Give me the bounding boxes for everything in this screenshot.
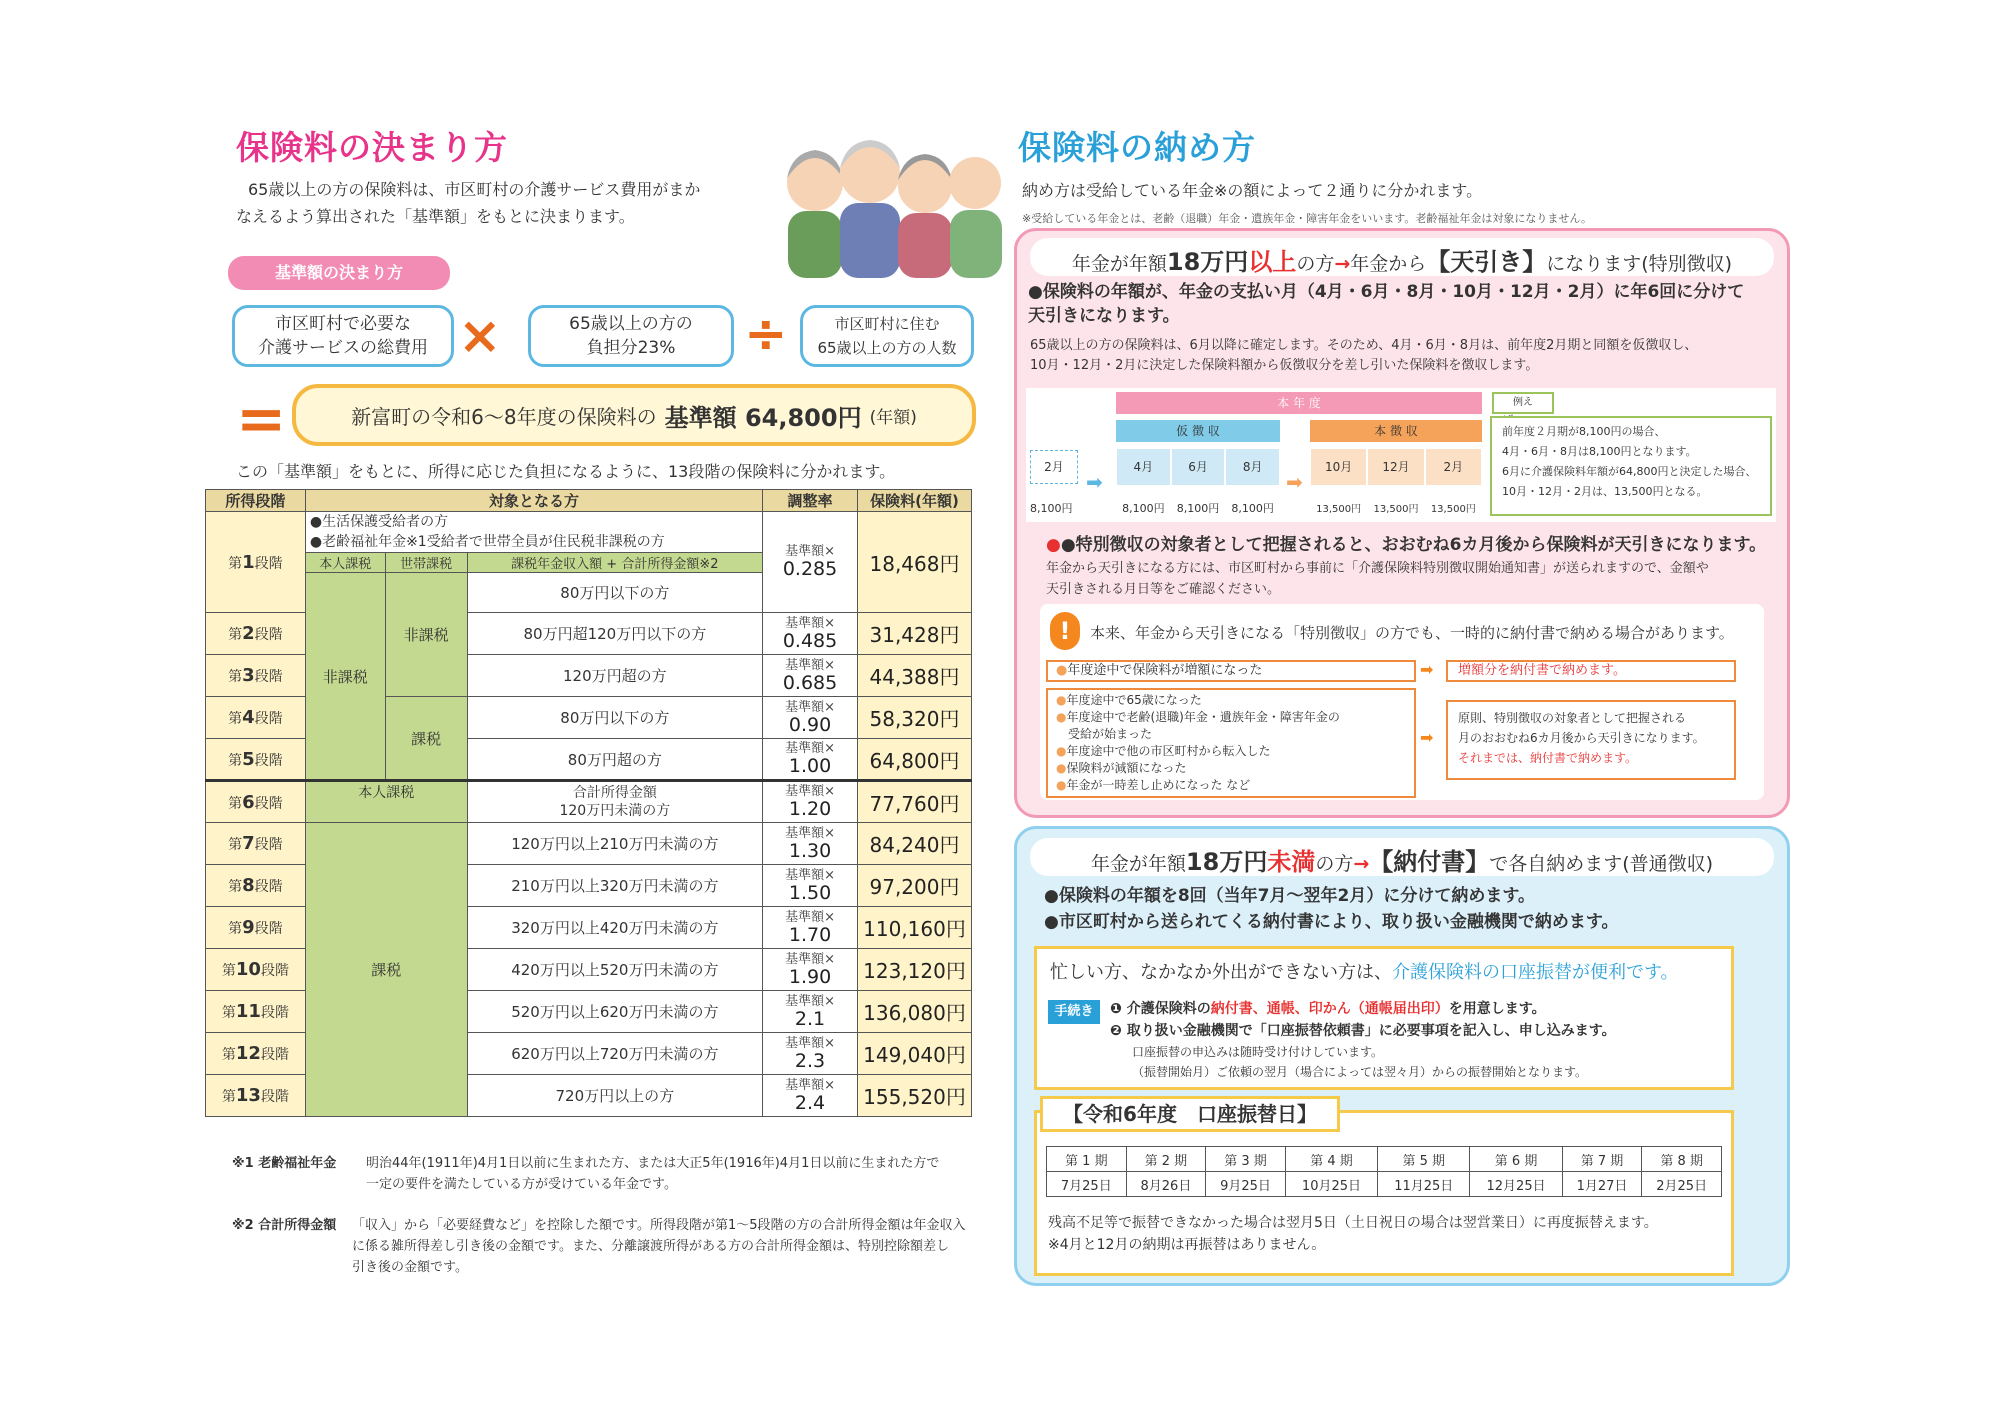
note1-line1: 明治44年(1911年)4月1日以前に生まれた方、または大正5年(1916年)4月1日以前に生まれた方で (366, 1156, 940, 1171)
premium-8: 97,200円 (858, 865, 972, 907)
period-2: 第 2 期 (1126, 1147, 1206, 1172)
date-4: 10月25日 (1285, 1172, 1377, 1197)
premium-4: 58,320円 (858, 697, 972, 739)
note-1 (232, 1153, 992, 1195)
box3-line1: 市区町村に住む (834, 315, 940, 333)
rate-5: 基準額× 1.00 (763, 739, 858, 781)
box2-line1: 65歳以上の方の (569, 314, 693, 334)
note2-line3: 引き後の金額です。 (352, 1260, 468, 1275)
th-target: 対象となる方 (305, 490, 762, 512)
equals-sign: = (236, 384, 287, 454)
date-5: 11月25日 (1378, 1172, 1470, 1197)
target-8: 210万円以上320万円未満の方 (467, 865, 762, 907)
rate-4: 基準額× 0.90 (763, 697, 858, 739)
stage-13: 第13段階 (206, 1075, 306, 1117)
rate-13: 基準額× 2.4 (763, 1075, 858, 1117)
stage-3: 第3段階 (206, 655, 306, 697)
person-1 (787, 150, 843, 278)
note1-line2: 一定の要件を満たしている方が受けている年金です。 (366, 1177, 677, 1192)
stage1-line1: ●生活保護受給者の方 (309, 514, 449, 530)
date-1: 7月25日 (1047, 1172, 1127, 1197)
period-3: 第 3 期 (1206, 1147, 1286, 1172)
formula-box-3 (800, 305, 974, 367)
warning-text: 本来、年金から天引きになる「特別徴収」の方でも、一時的に納付書で納める場合があります。 (1090, 624, 1734, 642)
normal-header: 年金が年額 18万円 未満 の方 → 【納付書】 で各自納めます(普通徴収) (1030, 838, 1774, 876)
note2-line1: 「収入」から「必要経費など」を控除した額です。所得段階が第1〜5段階の方の合計所得金額は年金収入 (352, 1218, 966, 1233)
period-7: 第 7 期 (1562, 1147, 1642, 1172)
stage-8: 第8段階 (206, 865, 306, 907)
case-2-list: ●年度途中で65歳になった ●年度途中で老齢(退職)年金・遺族年金・障害年金の 受給が始まった ●年度途中で他の市区町村から転入した ●保険料が減額になった ●年金が一時差し止めになった など (1046, 688, 1416, 798)
provisional-amounts: 8,100円 8,100円 8,100円 (1122, 502, 1274, 515)
case-1-result: 増額分を納付書で納めます。 (1446, 660, 1736, 682)
stage-2: 第2段階 (206, 613, 306, 655)
rate-9: 基準額× 1.70 (763, 907, 858, 949)
case-2-result: 原則、特別徴収の対象者として把握される 月のおおむね6カ月後から天引きになります。 それまでは、納付書で納めます。 (1446, 700, 1736, 780)
date-3: 9月25日 (1206, 1172, 1286, 1197)
stage-10: 第10段階 (206, 949, 306, 991)
base-amount-pill: 基準額の決まり方 (228, 256, 450, 290)
hikazei-setai: 非課税 (385, 573, 467, 697)
rate-10: 基準額× 1.90 (763, 949, 858, 991)
final-label: 本 徴 収 (1310, 420, 1482, 442)
result-post: (年額) (869, 407, 917, 428)
right-intro: 納め方は受給している年金※の額によって２通りに分かれます。 (1022, 181, 1483, 200)
note1-label: ※1 老齢福祉年金 (232, 1156, 337, 1171)
example-box: 前年度２月期が8,100円の場合、 4月・6月・8月は8,100円となります。 6月に介護保険料年額が64,800円と決定した場合、 10月・12月・2月は、13,500円となる。 (1490, 416, 1772, 516)
date-6: 12月25日 (1470, 1172, 1562, 1197)
box2-line2: 負担分23% (586, 338, 676, 358)
stage-1: 第1段階 (206, 512, 306, 613)
premium-11: 136,080円 (858, 991, 972, 1033)
premium-7: 84,240円 (858, 823, 972, 865)
premium-6: 77,760円 (858, 781, 972, 823)
stage-4: 第4段階 (206, 697, 306, 739)
honnin-kazei-header: 本人課税 (305, 781, 467, 823)
period-4: 第 4 期 (1285, 1147, 1377, 1172)
premium-9: 110,160円 (858, 907, 972, 949)
final-months: 10月 12月 2月 (1310, 448, 1482, 486)
premium-10: 123,120円 (858, 949, 972, 991)
amount-prev: 8,100円 (1030, 502, 1073, 515)
target-13: 720万円以上の方 (467, 1075, 762, 1117)
period-6: 第 6 期 (1470, 1147, 1562, 1172)
step-2: ❷ 取り扱い金融機関で「口座振替依頼書」に必要事項を記入し、申し込みます。 (1110, 1023, 1616, 1039)
th-rate: 調整率 (763, 490, 858, 512)
note-2 (232, 1215, 992, 1278)
stage-11: 第11段階 (206, 991, 306, 1033)
provisional-label: 仮 徴 収 (1116, 420, 1280, 442)
target-4: 80万円以下の方 (467, 697, 762, 739)
rate-1: 基準額× 0.285 (763, 512, 858, 613)
formula-box-2 (528, 305, 734, 367)
premium-1: 18,468円 (858, 512, 972, 613)
premium-2: 31,428円 (858, 613, 972, 655)
result-bold: 基準額 64,800円 (664, 403, 862, 432)
special-bullet-2: ●●特別徴収の対象者として把握されると、おおむね6カ月後から保険料が天引きになります。 (1046, 535, 1767, 555)
stage1-desc (305, 512, 762, 553)
box3-line2: 65歳以上の方の人数 (817, 339, 957, 357)
right-title: 保険料の納め方 (1018, 128, 1256, 167)
sub-income: 課税年金収入額 + 合計所得金額※2 (467, 553, 762, 573)
arrow-right-icon: ➡ (1086, 470, 1103, 494)
th-premium: 保険料(年額) (858, 490, 972, 512)
right-intro-note: ※受給している年金とは、老齢（退職）年金・遺族年金・障害年金をいいます。老齢福祉年金は対象になりません。 (1022, 212, 1592, 225)
step-notes: 口座振替の申込みは随時受け付けしています。 （振替開始月）ご依頼の翌月（場合によっては翌々月）からの振替開始となります。 (1132, 1045, 1588, 1079)
stage-5: 第5段階 (206, 739, 306, 781)
special-desc: 65歳以上の方の保険料は、6月以降に確定します。そのため、4月・6月・8月は、前年度2月期と同額を仮徴収し、 10月・12月・2月に決定した保険料額から仮徴収分を差し引いた保険料を徴収します。 (1030, 338, 1698, 373)
result-pre: 新富町の令和6〜8年度の保険料の (351, 404, 657, 429)
kazei-setai: 課税 (385, 697, 467, 781)
special-b2-desc: 年金から天引きになる方には、市区町村から事前に「介護保険料特別徴収開始通知書」が送られますので、金額や 天引きされる月日等をご確認ください。 (1046, 561, 1709, 597)
divide-sign: ÷ (744, 304, 788, 364)
stage-9: 第9段階 (206, 907, 306, 949)
stage-12: 第12段階 (206, 1033, 306, 1075)
formula-box-1 (232, 305, 454, 367)
provisional-months: 4月 6月 8月 (1116, 448, 1280, 486)
footer-line-2: ※4月と12月の納期は再振替はありません。 (1048, 1237, 1326, 1253)
date-8: 2月25日 (1642, 1172, 1722, 1197)
arrow-case2-icon: ➡ (1420, 728, 1434, 747)
premium-12: 149,040円 (858, 1033, 972, 1075)
elderly-illustration (770, 128, 1010, 278)
target-3: 120万円超の方 (467, 655, 762, 697)
rate-11: 基準額× 2.1 (763, 991, 858, 1033)
date-2: 8月26日 (1126, 1172, 1206, 1197)
rate-7: 基準額× 1.30 (763, 823, 858, 865)
intro-line-1: 65歳以上の方の保険料は、市区町村の介護サービス費用がまか (248, 180, 701, 199)
person-4 (949, 157, 1002, 278)
period-1: 第 1 期 (1047, 1147, 1127, 1172)
note2-label: ※2 合計所得金額 (232, 1218, 337, 1233)
procedure-badge: 手続き (1048, 1000, 1100, 1024)
arrow-right-icon-2: ➡ (1286, 470, 1303, 494)
schedule-title: 【令和6年度 口座振替日】 (1040, 1096, 1340, 1132)
period-8: 第 8 期 (1642, 1147, 1722, 1172)
rate-8: 基準額× 1.50 (763, 865, 858, 907)
rate-12: 基準額× 2.3 (763, 1033, 858, 1075)
sub-honnin: 本人課税 (305, 553, 385, 573)
premium-3: 44,388円 (858, 655, 972, 697)
person-2 (840, 140, 900, 278)
this-year-label: 本 年 度 (1116, 392, 1482, 414)
target-7: 120万円以上210万円未満の方 (467, 823, 762, 865)
normal-bullet-1: ●保険料の年額を8回（当年7月〜翌年2月）に分けて納めます。 (1044, 886, 1535, 906)
stage-6: 第6段階 (206, 781, 306, 823)
hikazei-honnin: 非課税 (305, 573, 385, 781)
rate-3: 基準額× 0.685 (763, 655, 858, 697)
kazei-group: 課税 (305, 823, 467, 1117)
target-1: 80万円以下の方 (467, 573, 762, 613)
schedule-footer (1048, 1212, 1658, 1256)
times-sign: × (458, 306, 502, 366)
gokei-header: 合計所得金額 (572, 785, 657, 801)
final-amounts: 13,500円 13,500円 13,500円 (1316, 504, 1476, 515)
base-amount-result (292, 384, 976, 446)
box1-line1: 市区町村で必要な (275, 314, 411, 334)
target-6 (467, 781, 762, 823)
intro-line-2: なえるよう算出された「基準額」をもとに決まります。 (236, 207, 635, 226)
example-label: 例え (1492, 392, 1554, 414)
box1-line2: 介護サービスの総費用 (258, 338, 428, 358)
left-intro (236, 176, 766, 230)
rate-2: 基準額× 0.485 (763, 613, 858, 655)
target-6-text: 120万円未満の方 (559, 803, 671, 819)
sub-setai: 世帯課税 (385, 553, 467, 573)
rate-6: 基準額× 1.20 (763, 781, 858, 823)
table-caption: この「基準額」をもとに、所得に応じた負担になるように、13段階の保険料に分かれます。 (236, 462, 896, 481)
premium-13: 155,520円 (858, 1075, 972, 1117)
stage1-line2: ●老齢福祉年金※1受給者で世帯全員が住民税非課税の方 (309, 534, 665, 550)
month-prev: 2月 (1030, 450, 1078, 484)
case-1: ●年度途中で保険料が増額になった (1046, 660, 1416, 682)
date-7: 1月27日 (1562, 1172, 1642, 1197)
footer-line-1: 残高不足等で振替できなかった場合は翌月5日（土日祝日の場合は翌営業日）に再度振替えます。 (1048, 1215, 1658, 1231)
stage-7: 第7段階 (206, 823, 306, 865)
target-10: 420万円以上520万円未満の方 (467, 949, 762, 991)
target-12: 620万円以上720万円未満の方 (467, 1033, 762, 1075)
step-1: ❶ 介護保険料の納付書、通帳、印かん（通帳届出印）を用意します。 (1110, 1001, 1546, 1017)
normal-bullet-2: ●市区町村から送られてくる納付書により、取り扱い金融機関で納めます。 (1044, 912, 1619, 932)
warning-icon: ! (1050, 612, 1080, 650)
note2-line2: に係る雑所得差し引き後の金額です。また、分離譲渡所得がある方の合計所得金額は、特別控除額差し (352, 1239, 949, 1254)
arrow-case1-icon: ➡ (1420, 660, 1434, 679)
busy-line: 忙しい方、なかなか外出ができない方は、介護保険料の口座振替が便利です。 (1050, 962, 1679, 983)
premium-5: 64,800円 (858, 739, 972, 781)
schedule-table (1046, 1146, 1722, 1197)
special-bullet-1: ●保険料の年額が、年金の支払い月（4月・6月・8月・10月・12月・2月）に年6回に分けて 天引きになります。 (1028, 282, 1745, 326)
period-5: 第 5 期 (1378, 1147, 1470, 1172)
target-11: 520万円以上620万円未満の方 (467, 991, 762, 1033)
special-header: 年金が年額 18万円 以上 の方 → 年金から 【天引き】 になります(特別徴収) (1030, 238, 1774, 276)
premium-table (205, 489, 972, 1117)
target-5: 80万円超の方 (467, 739, 762, 781)
target-2: 80万円超120万円以下の方 (467, 613, 762, 655)
left-title: 保険料の決まり方 (236, 128, 508, 167)
th-stage: 所得段階 (206, 490, 306, 512)
target-9: 320万円以上420万円未満の方 (467, 907, 762, 949)
person-3 (898, 154, 952, 278)
